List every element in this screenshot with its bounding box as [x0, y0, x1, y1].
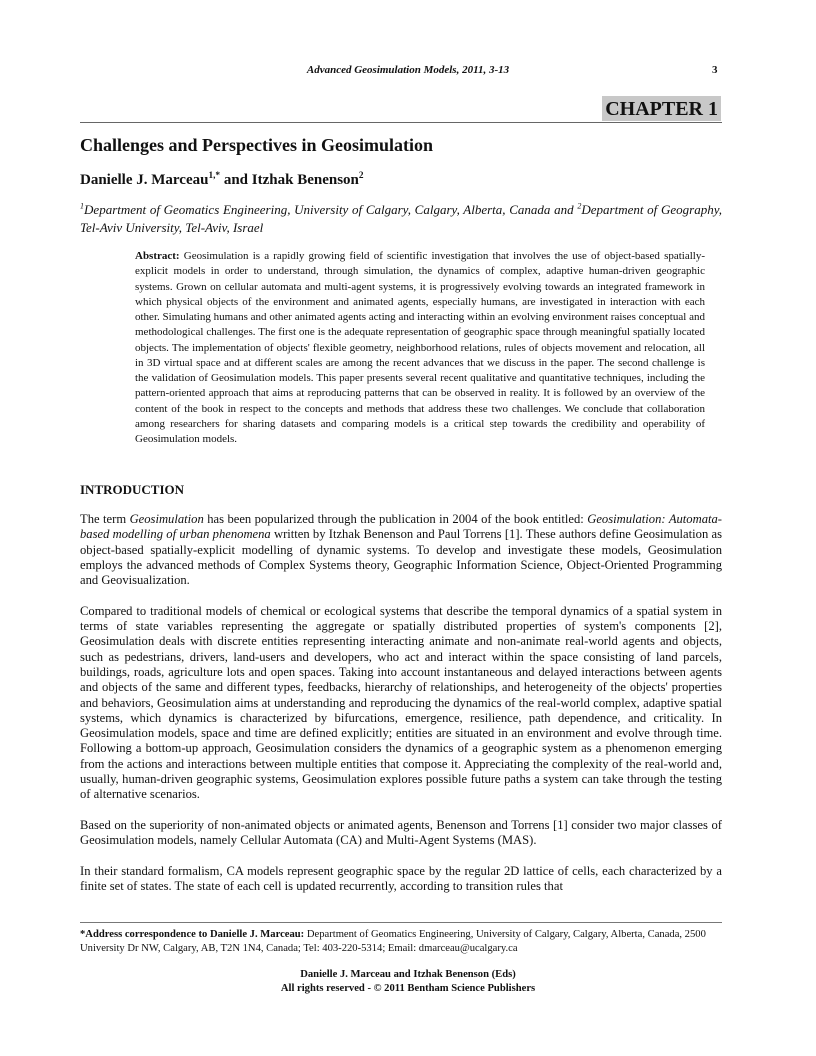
body-text — [80, 512, 722, 894]
text: has been popularized through the publication in 2004 of the book entitled: — [203, 512, 588, 526]
paragraph: In their standard formalism, CA models represent geographic space by the regular 2D lattice of cells, each characterized by a finite set of states. The state of each cell is updated recurrently, according to transition rules that — [80, 863, 722, 894]
affiliations — [80, 201, 722, 237]
abstract-label: Abstract: — [135, 250, 180, 262]
affil-sup-2: 2 — [577, 201, 582, 211]
author-1: Danielle J. Marceau — [80, 172, 209, 188]
running-head: Advanced Geosimulation Models, 2011, 3-13 — [306, 64, 510, 76]
affil-1: Department of Geomatics Engineering, University of Calgary, Calgary, Alberta, Canada and — [84, 202, 578, 217]
footnote-text: Department of Geomatics Engineering, University of Calgary, Calgary, Alberta, Canada, 2500 University Dr NW, Calgary, AB, T2N 1N4, Canada; Tel: 403-220-5314; Email: dmarceau@ucalgary.ca — [80, 929, 706, 954]
footer — [0, 968, 816, 996]
affil-2: Department of Geography, Tel-Aviv University, Tel-Aviv, Israel — [80, 202, 722, 235]
chapter-label: CHAPTER 1 — [602, 96, 721, 121]
authors — [80, 172, 364, 189]
paper-title: Challenges and Perspectives in Geosimulation — [80, 135, 434, 155]
text-italic: Geosimulation — [129, 512, 204, 526]
author-2: Itzhak Benenson — [251, 172, 359, 188]
text: written by Itzhak Benenson and Paul Torrens [1]. These authors define Geosimulation as object-based spatially-explicit modelling of dynamic systems. To develop and investigate these models, Geosimulation employs the advanced methods of Complex Systems theory, Geographic Information Science, Object-Oriented Programming and Geovisualization. — [80, 527, 722, 588]
paragraph: Based on the superiority of non-animated objects or animated agents, Benenson and Torrens [1] consider two major classes of Geosimulation models, namely Cellular Automata (CA) and Multi-Agent Systems (MAS). — [80, 817, 722, 848]
footer-editors: Danielle J. Marceau and Itzhak Benenson (Eds) — [300, 969, 516, 980]
footer-copyright: All rights reserved - © 2011 Bentham Science Publishers — [280, 983, 536, 994]
footnote-rule — [80, 922, 722, 923]
affil-sup-1: 1 — [80, 201, 85, 211]
author-2-affil: 2 — [358, 171, 364, 181]
header-rule — [80, 122, 722, 123]
paragraph: Compared to traditional models of chemical or ecological systems that describe the temporal dynamics of a spatial system in terms of state variables representing the aggregate or spatially distributed properties of system's components [2], Geosimulation deals with discrete entities representing interacting animate and non-animate real-world agents and objects, such as pedestrians, drivers, land-users and developers, who act and interact within the space consisting of land parcels, buildings, roads, agriculture lots and open spaces. Taking into account instantaneous and delayed interactions between agents and objects of the same and different types, feedbacks, hierarchy of relationships, and heterogeneity of the objects' properties and behaviors, Geosimulation aims at understanding and reproducing the dynamics of the real-world complex, adaptive spatial systems, which dynamics is characterized by bifurcations, emergence, resilience, path dependence, and criticality. In Geosimulation models, space and time are defined explicitly; entities are situated in an environment and evolve through time. Following a bottom-up approach, Geosimulation considers the dynamics of a geographic system as a phenomenon emerging from the actions and interactions between multiple entities that compose it. Appreciating the complexity of the real-world and, usually, human-driven geographic systems, Geosimulation explores possible future paths a system can take through the testing of alternative scenarios. — [80, 603, 722, 802]
authors-conj: and — [220, 172, 252, 188]
text: The term — [80, 512, 130, 526]
section-heading-introduction: INTRODUCTION — [80, 482, 185, 497]
page-number: 3 — [712, 64, 718, 76]
abstract — [135, 249, 705, 447]
author-1-affil: 1,* — [208, 171, 221, 181]
abstract-text: Geosimulation is a rapidly growing field of scientific investigation that involves the use of object-based spatially-explicit models in order to understand, through simulation, the dynamics of complex, adaptive human-driven geographic systems. Grown on cellular automata and multi-agent systems, it is progressively evolving towards an integrated framework in which physical objects of the environment and animated agents, especially humans, are investigated in interaction with each other. Simulating humans and other animated agents acting and interacting within an evolving environment raises conceptual and methodological challenges. The first one is the adequate representation of geographic space through meaningful spatially located objects. The implementation of objects' flexible geometry, neighborhood relations, rules of objects movement and relocation, all in 3D virtual space and at different scales are among the recent advances that we discuss in the paper. The second challenge is the validation of Geosimulation models. This paper presents several recent qualitative and quantitative techniques, including the pattern-oriented approach that aims at reproducing patterns that can be observed in reality. It is followed by an overview of the content of the book in respect to the concepts and methods that address these two challenges. We conclude that collaboration among researchers for sharing datasets and comparing models is a critical step towards the credibility and operability of Geosimulation models. — [135, 250, 705, 445]
paragraph — [80, 512, 722, 588]
book-title: Geosimulation: Automata-based modelling of urban phenomena — [80, 512, 722, 542]
footnote — [80, 928, 722, 956]
footnote-label: *Address correspondence to Danielle J. Marceau: — [80, 929, 305, 940]
